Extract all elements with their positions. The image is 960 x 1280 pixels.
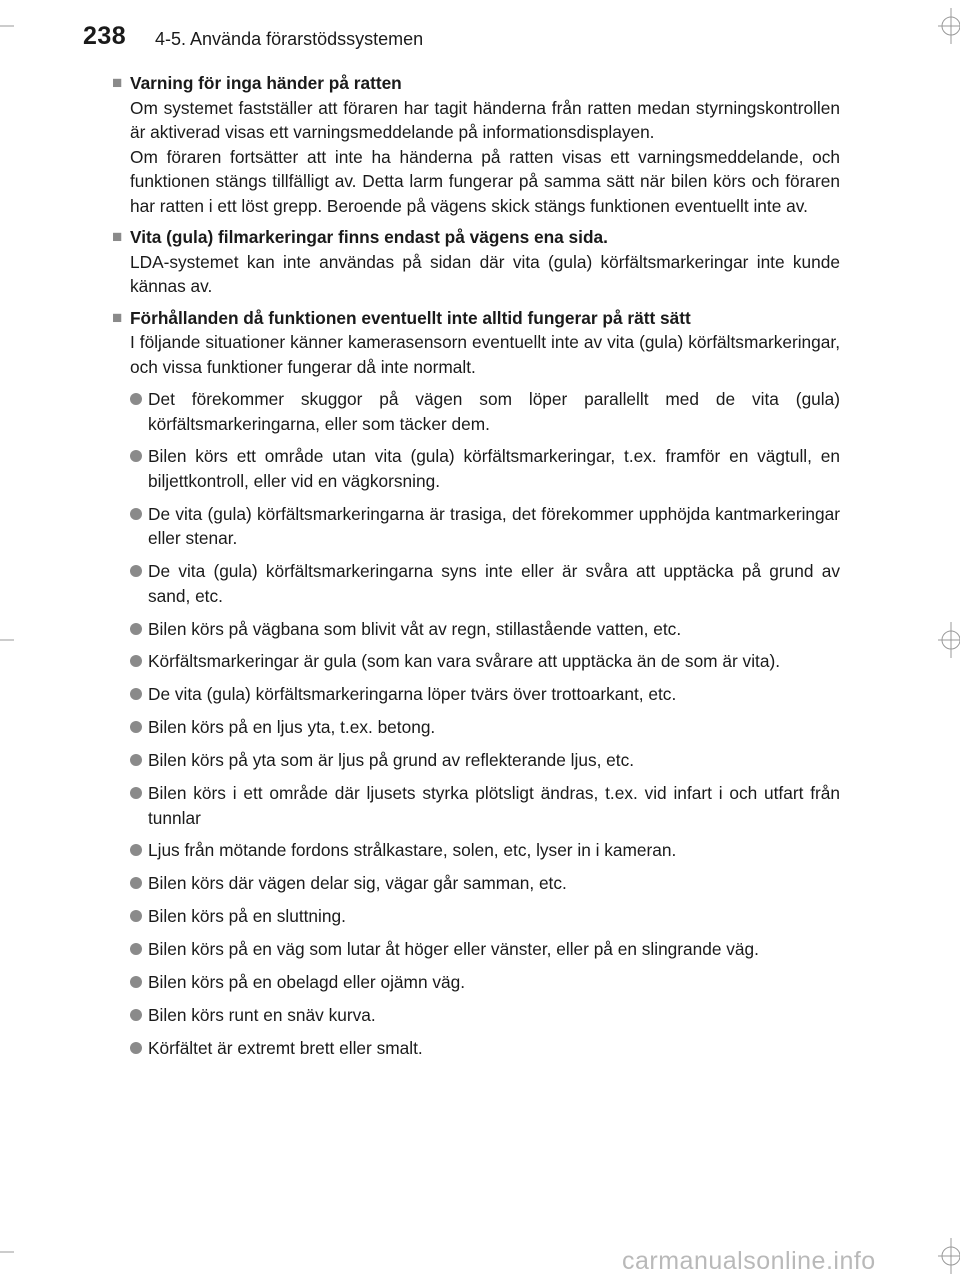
list-item: Bilen körs på en sluttning.: [130, 904, 840, 929]
bullet-dot-icon: [130, 565, 142, 577]
list-item: Ljus från mötande fordons strålkastare, solen, etc, lyser in i kameran.: [130, 838, 840, 863]
list-item: De vita (gula) körfältsmarkeringarna löper tvärs över trottoarkant, etc.: [130, 682, 840, 707]
paragraph: I följande situationer känner kamerasensorn eventuellt inte av vita (gula) körfältsmarkeringar, och vissa funktioner fungerar då inte normalt.: [130, 332, 840, 377]
bullet-dot-icon: [130, 877, 142, 889]
bullet-dot-icon: [130, 508, 142, 520]
crop-mark-top-right: [920, 0, 960, 60]
list-item: De vita (gula) körfältsmarkeringarna syns inte eller är svåra att upptäcka på grund av sand, etc.: [130, 559, 840, 608]
square-bullet-icon: ■: [112, 307, 123, 327]
section-heading: Vita (gula) filmarkeringar finns endast på vägens ena sida.: [130, 227, 608, 247]
list-item: Bilen körs på yta som är ljus på grund av reflekterande ljus, etc.: [130, 748, 840, 773]
list-item: Bilen körs runt en snäv kurva.: [130, 1003, 840, 1028]
bullet-dot-icon: [130, 721, 142, 733]
bullet-dot-icon: [130, 1009, 142, 1021]
list-item: De vita (gula) körfältsmarkeringarna är trasiga, det förekommer upphöjda kantmarkeringar eller stenar.: [130, 502, 840, 551]
paragraph: Om föraren fortsätter att inte ha händerna på ratten visas ett varningsmeddelande, och funktionen stängs tillfälligt av. Detta larm fungerar på samma sätt när bilen körs och föraren har ratten i ett löst grepp. Beroende på vägens skick stängs funktionen eventuellt inte av.: [130, 146, 840, 216]
crop-mark-bottom-right: [920, 1236, 960, 1280]
list-item: Bilen körs ett område utan vita (gula) körfältsmarkeringar, t.ex. framför en vägtull, en biljettkontroll, eller vid en vägkorsning.: [130, 444, 840, 493]
list-item: Bilen körs på en obelagd eller ojämn väg.: [130, 970, 840, 995]
list-item: Bilen körs i ett område där ljusets styrka plötsligt ändras, t.ex. vid infart i och utfart från tunnlar: [130, 781, 840, 830]
list-item: Bilen körs på en väg som lutar åt höger eller vänster, eller på en slingrande väg.: [130, 937, 840, 962]
list-item: Körfältet är extremt brett eller smalt.: [130, 1036, 840, 1061]
section-one-side-markings: [112, 225, 840, 299]
list-item: Bilen körs där vägen delar sig, vägar går samman, etc.: [130, 871, 840, 896]
bullet-dot-icon: [130, 623, 142, 635]
bullet-dot-icon: [130, 450, 142, 462]
square-bullet-icon: ■: [112, 73, 123, 92]
crop-mark-bottom-left: [0, 1240, 30, 1280]
list-item: Bilen körs på en ljus yta, t.ex. betong.: [130, 715, 840, 740]
watermark: carmanualsonline.info: [622, 1247, 876, 1275]
page-number: 238: [83, 22, 127, 50]
section-heading: Förhållanden då funktionen eventuellt inte alltid fungerar på rätt sätt: [130, 307, 691, 328]
bullet-dot-icon: [130, 787, 142, 799]
chapter-title: 4-5. Använda förarstödssystemen: [155, 29, 424, 49]
bullet-dot-icon: [130, 655, 142, 667]
paragraph: Om systemet fastställer att föraren har tagit händerna från ratten medan styrningskontrollen är aktiverad visas ett varningsmeddelande på informationsdisplayen.: [130, 97, 840, 142]
bullet-dot-icon: [130, 393, 142, 405]
bullet-dot-icon: [130, 943, 142, 955]
bullet-dot-icon: [130, 688, 142, 700]
crop-mark-top-left: [0, 0, 40, 40]
bullet-dot-icon: [130, 910, 142, 922]
section-heading: Varning för inga händer på ratten: [130, 73, 402, 93]
paragraph: LDA-systemet kan inte användas på sidan där vita (gula) körfältsmarkeringar inte kunde kännas av.: [130, 251, 840, 296]
crop-mark-mid-right: [920, 620, 960, 660]
bullet-dot-icon: [130, 754, 142, 766]
section-conditions: [112, 306, 840, 1061]
page-header: [0, 0, 960, 60]
page-content: [112, 71, 840, 1069]
section-no-hands-warning: [112, 71, 840, 218]
list-item: Det förekommer skuggor på vägen som löper parallellt med de vita (gula) körfältsmarkeringarna, eller som täcker dem.: [130, 387, 840, 436]
bullet-dot-icon: [130, 1042, 142, 1054]
list-item: Körfältsmarkeringar är gula (som kan vara svårare att upptäcka än de som är vita).: [130, 649, 840, 674]
list-item: Bilen körs på vägbana som blivit våt av regn, stillastående vatten, etc.: [130, 617, 840, 642]
bullet-dot-icon: [130, 844, 142, 856]
crop-mark-mid-left: [0, 620, 30, 660]
bullet-dot-icon: [130, 976, 142, 988]
square-bullet-icon: ■: [112, 227, 123, 246]
condition-list: [130, 387, 840, 1060]
